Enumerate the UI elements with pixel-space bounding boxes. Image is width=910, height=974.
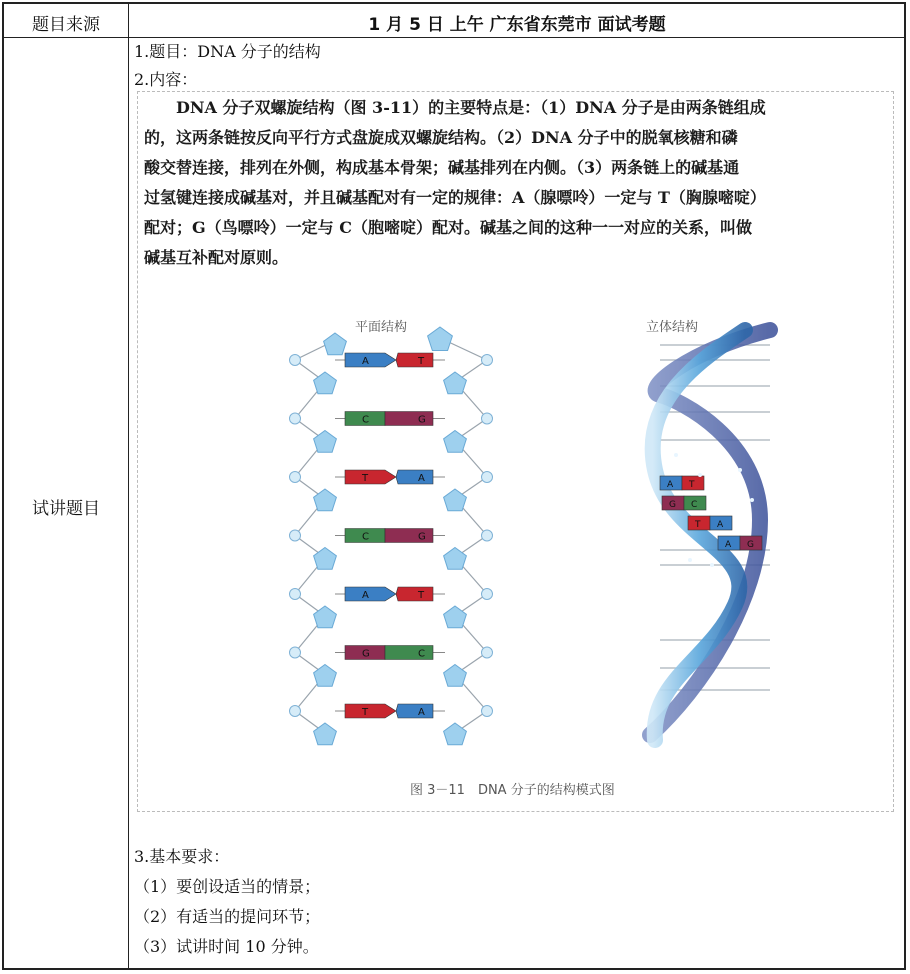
base-t [345,470,396,484]
base-letter: T [418,590,425,601]
base-letter: C [691,500,698,510]
requirement-item: （1）要创设适当的情景； [134,877,321,896]
base-letter: A [667,480,674,490]
phosphate-circle [290,530,301,541]
phosphate-circle [482,413,493,424]
base-letter: C [362,414,369,426]
phosphate-circle [482,589,493,600]
helix-highlight [698,473,702,477]
phosphate-circle [482,530,493,541]
base-letter: T [418,356,425,367]
sugar-pentagon [444,489,467,511]
base-letter: T [362,707,369,718]
sugar-pentagon [444,372,467,394]
sugar-pentagon [314,372,337,394]
base-a [345,353,396,367]
base-g [385,529,433,543]
helix-highlight [750,498,754,502]
sugar-pentagon [314,723,337,745]
phosphate-circle [290,706,301,717]
topic-line: 1.题目：DNA 分子的结构 [134,42,321,61]
figure-left-title: 平面结构 [355,320,408,335]
paragraph-line: 的，这两条链按反向平行方式盘旋成双螺旋结构。（2）DNA 分子中的脱氧核糖和磷 [144,128,738,147]
base-letter: G [418,531,426,543]
base-t [345,704,396,718]
sugar-pentagon [428,327,453,351]
phosphate-circle [290,647,301,658]
base-t [396,353,433,367]
paragraph-line: 配对；G（鸟嘌呤）一定与 C（胞嘧啶）配对。碱基之间的这种一一对应的关系，叫做 [144,218,752,237]
paragraph-line: 酸交替连接，排列在外侧，构成基本骨架；碱基排列在内侧。（3）两条链上的碱基通 [144,158,740,177]
base-letter: A [725,540,732,550]
helix-highlight [688,558,692,562]
header-source-label: 题目来源 [32,15,100,35]
phosphate-circle [290,472,301,483]
base-t [396,587,433,601]
paragraph-line: 碱基互补配对原则。 [144,248,289,267]
flat-structure-diagram [290,327,493,745]
figure-right-title: 立体结构 [646,320,699,335]
sugar-pentagon [324,333,347,355]
requirements-title: 3.基本要求： [134,847,230,866]
base-letter: T [689,480,695,490]
base-letter: C [362,531,369,543]
base-a [396,470,433,484]
phosphate-circle [482,355,493,366]
sugar-pentagon [314,548,337,570]
phosphate-circle [482,472,493,483]
sugar-pentagon [444,548,467,570]
requirement-item: （2）有适当的提问环节； [134,907,321,926]
sugar-pentagon [314,431,337,453]
sugar-pentagon [444,431,467,453]
phosphate-circle [290,413,301,424]
content-label: 2.内容： [134,70,198,89]
phosphate-circle [290,589,301,600]
base-letter: G [669,500,676,510]
helix-highlight [738,468,742,472]
base-a [345,587,396,601]
row-label-topic: 试讲题目 [32,499,100,519]
paragraph-line: 过氢键连接成碱基对，并且碱基配对有一定的规律：A（腺嘌呤）一定与 T（胸腺嘧啶） [144,188,766,207]
paragraph-line: DNA 分子双螺旋结构（图 3-11）的主要特点是：（1）DNA 分子是由两条链组成 [144,98,766,117]
sugar-pentagon [314,665,337,687]
base-letter: A [717,520,724,530]
base-letter: A [362,590,369,601]
base-letter: T [362,473,369,484]
base-letter: A [362,356,369,367]
helix-structure-diagram [650,330,770,740]
sugar-pentagon [444,606,467,628]
sugar-pentagon [314,489,337,511]
sugar-pentagon [444,665,467,687]
phosphate-circle [482,647,493,658]
base-letter: A [418,473,425,484]
base-g [385,412,433,426]
base-c [385,646,433,660]
figure-caption: 图 3－11 DNA 分子的结构模式图 [410,783,615,798]
base-letter: G [747,540,754,550]
base-a [396,704,433,718]
sugar-pentagon [314,606,337,628]
base-letter: G [362,648,370,660]
requirement-item: （3）试讲时间 10 分钟。 [134,937,319,956]
helix-highlight [674,453,678,457]
base-letter: A [418,707,425,718]
phosphate-circle [290,355,301,366]
helix-highlight [710,563,714,567]
base-letter: G [418,414,426,426]
phosphate-circle [482,706,493,717]
header-source-value: 1 月 5 日 上午 广东省东莞市 面试考题 [368,15,666,35]
sugar-pentagon [444,723,467,745]
base-letter: C [418,648,425,660]
base-letter: T [695,520,701,530]
